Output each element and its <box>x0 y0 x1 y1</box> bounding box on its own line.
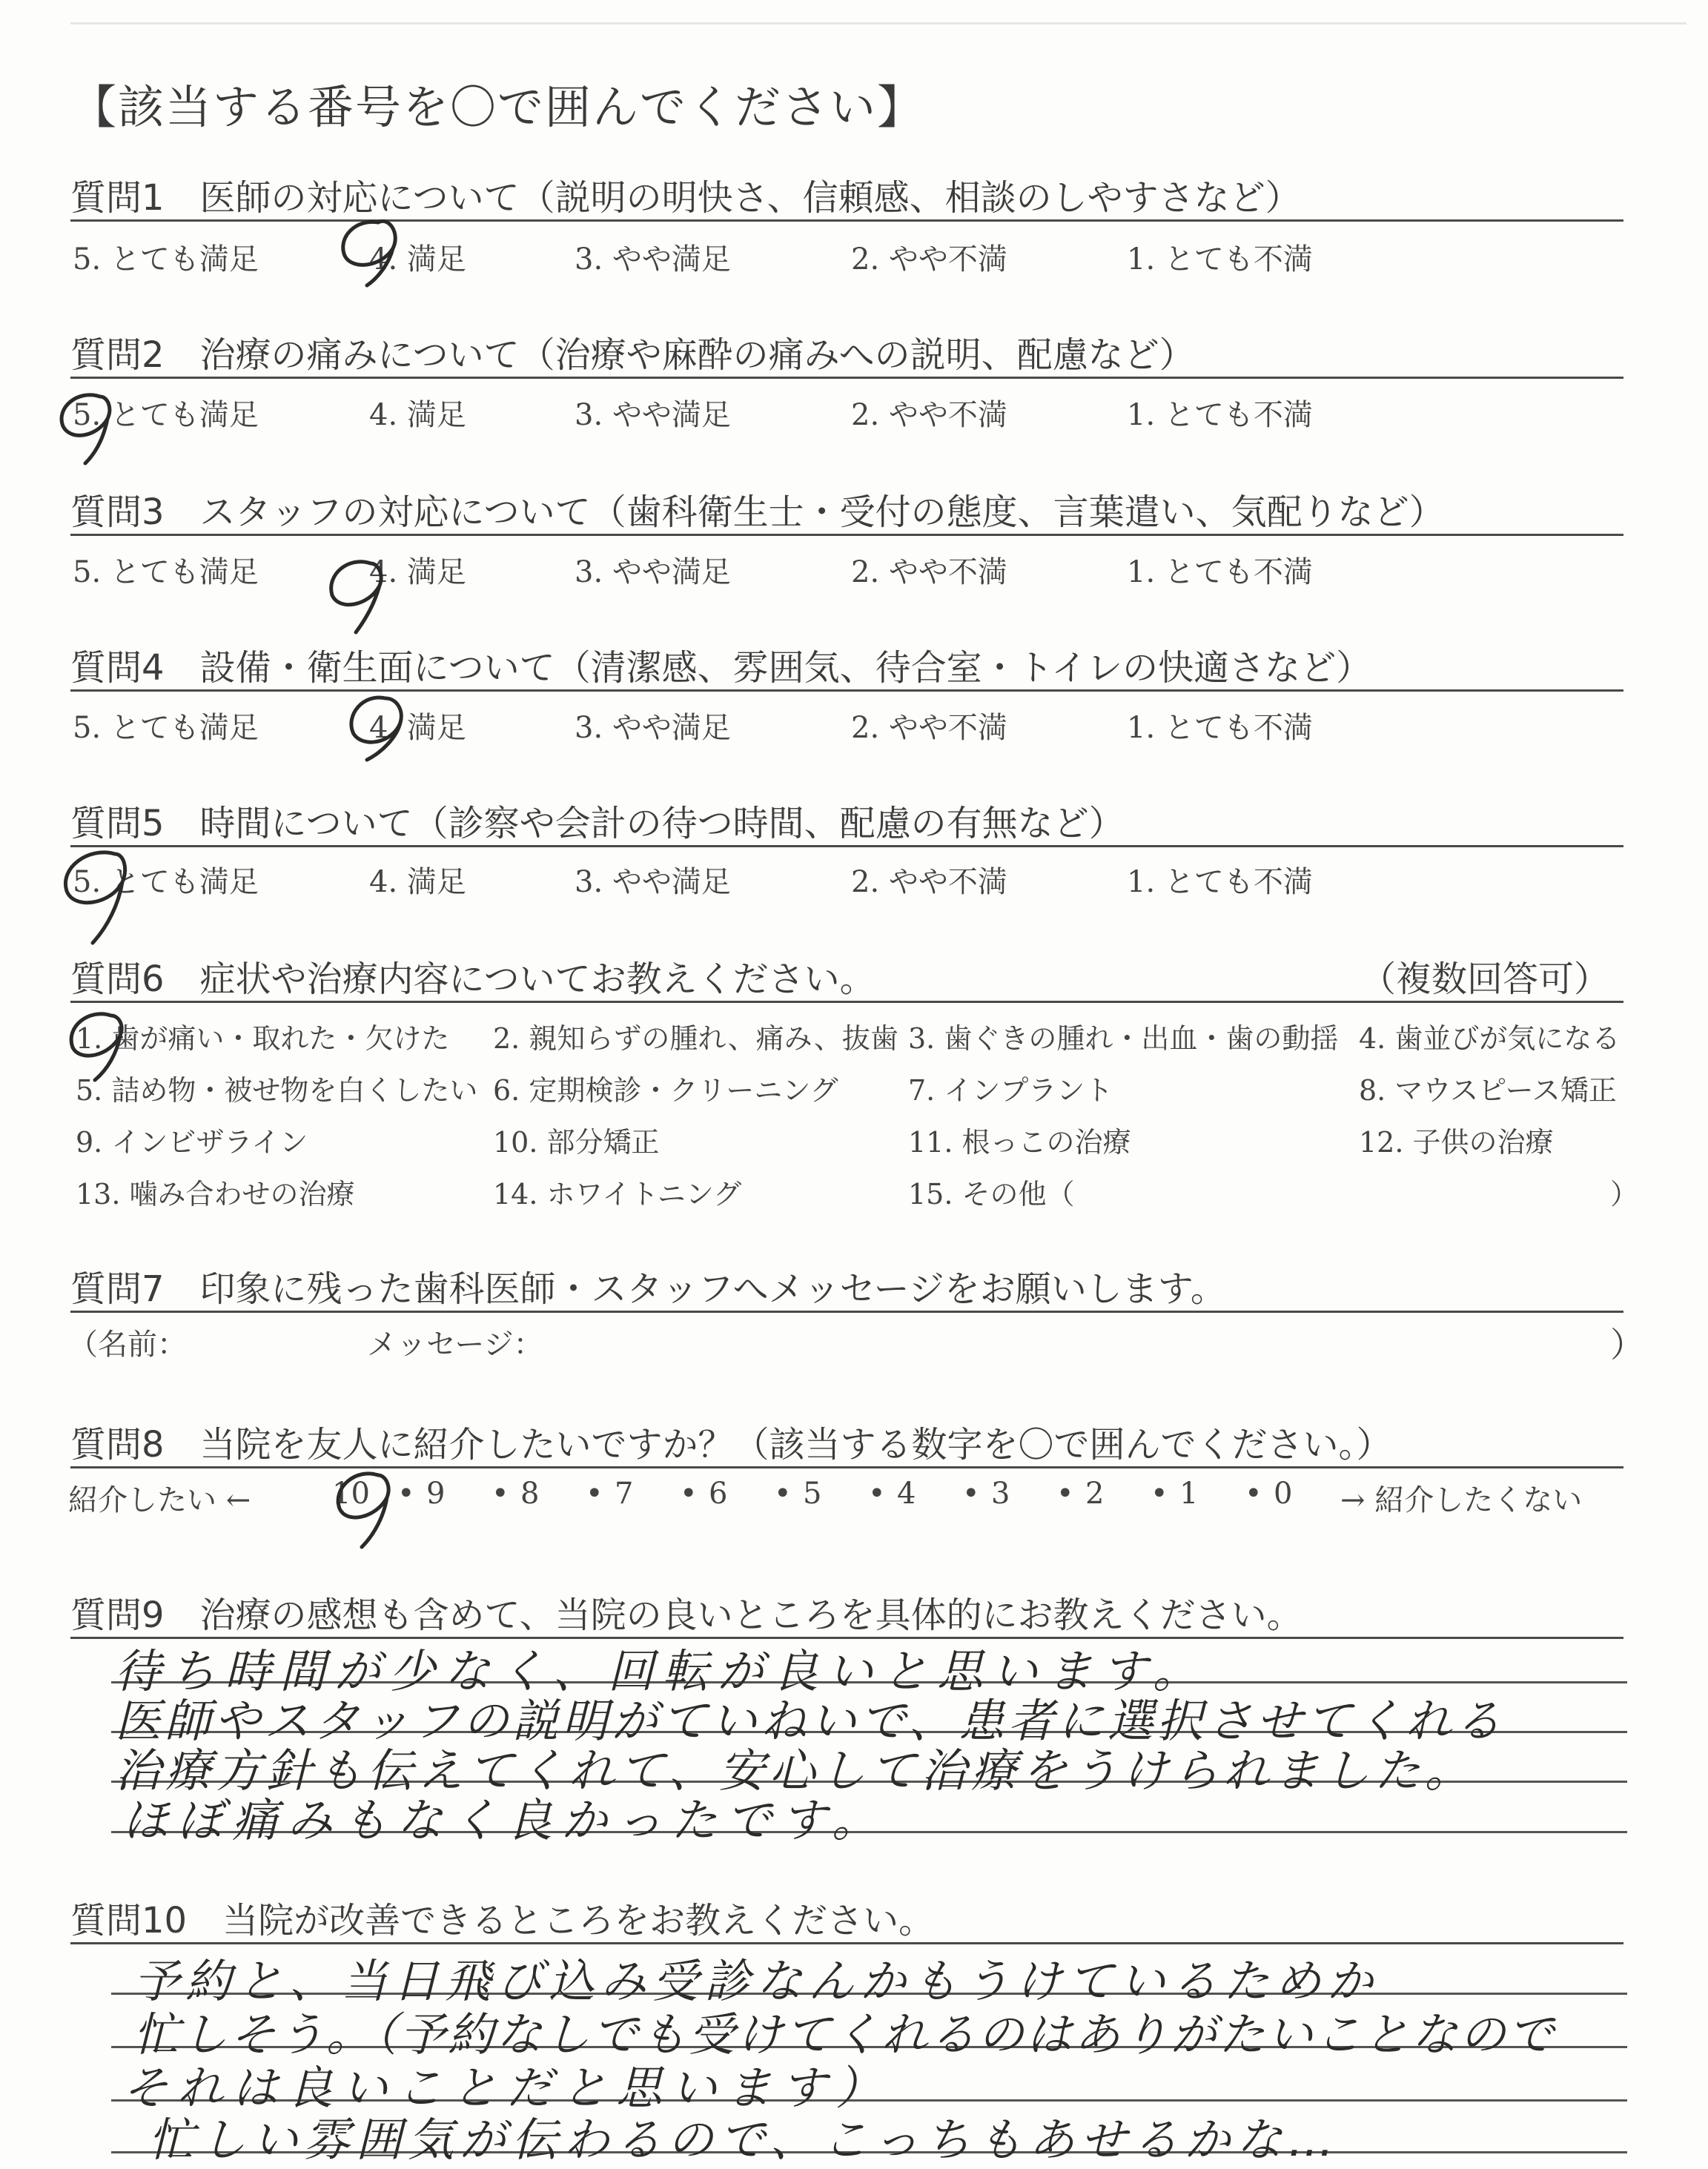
q8-scale-separator: • <box>1056 1477 1074 1511</box>
q8-scale-separator: • <box>491 1477 509 1511</box>
q9-answer-text-3: 治療方針も伝えてくれて、安心して治療をうけられました。 <box>115 1744 1475 1798</box>
q8-scale-4[interactable]: 4 <box>897 1477 916 1511</box>
q8-scale-2[interactable]: 2 <box>1085 1477 1105 1511</box>
q6-item-11[interactable]: 11. 根っこの治療 <box>908 1126 1131 1159</box>
q8-scale-3[interactable]: 3 <box>991 1477 1010 1511</box>
q8-scale-separator: • <box>1245 1477 1262 1511</box>
question-5-rule <box>70 845 1623 847</box>
q8-scale-6[interactable]: 6 <box>709 1477 728 1511</box>
q8-scale-separator: • <box>774 1477 792 1511</box>
q4-option-2[interactable]: 2. やや不満 <box>851 711 1007 745</box>
q6-item-14[interactable]: 14. ホワイトニング <box>493 1178 742 1211</box>
q6-item-8[interactable]: 8. マウスピース矯正 <box>1359 1074 1617 1107</box>
q5-option-2[interactable]: 2. やや不満 <box>851 865 1007 899</box>
q2-option-2[interactable]: 2. やや不満 <box>851 398 1007 432</box>
q6-circle-mark <box>52 1004 141 1086</box>
question-4-rule <box>70 689 1623 692</box>
q1-option-3[interactable]: 3. やや満足 <box>575 242 731 276</box>
q5-option-5[interactable]: 5. とても満足 <box>73 865 259 899</box>
q2-option-3[interactable]: 3. やや満足 <box>575 398 731 432</box>
q9-answer-text-4: ほぼ痛みもなく良かったです。 <box>122 1793 887 1847</box>
q7-message-label: メッセージ： <box>367 1328 543 1362</box>
q7-name-label: （名前： <box>68 1328 187 1362</box>
q10-answer-text-1: 予約と、当日飛び込み受診なんかもうけているためか <box>133 1954 1380 2008</box>
q6-item-9[interactable]: 9. インビザライン <box>76 1126 308 1159</box>
q1-circle-mark <box>326 208 415 289</box>
q6-item-2[interactable]: 2. 親知らずの腫れ、痛み、抜歯 <box>493 1022 898 1055</box>
question-3: 質問3 スタッフの対応について（歯科衛生士・受付の態度、言葉遣い、気配りなど） <box>70 491 1445 533</box>
q3-option-2[interactable]: 2. やや不満 <box>851 555 1007 589</box>
q8-scale-8[interactable]: 8 <box>520 1477 540 1511</box>
q8-scale-separator: • <box>397 1477 415 1511</box>
q8-scale-separator: • <box>962 1477 980 1511</box>
q6-item-12[interactable]: 12. 子供の治療 <box>1359 1126 1554 1159</box>
q9-answer-text-2: 医師やスタッフの説明がていねいで、患者に選択させてくれる <box>115 1694 1505 1748</box>
q7-close-paren: ） <box>1610 1325 1644 1365</box>
q5-option-1[interactable]: 1. とても不満 <box>1127 865 1313 899</box>
q4-option-5[interactable]: 5. とても満足 <box>73 711 259 745</box>
q8-scale-separator: • <box>586 1477 603 1511</box>
question-6-rule <box>70 1001 1623 1003</box>
question-2-rule <box>70 377 1623 379</box>
q5-option-3[interactable]: 3. やや満足 <box>575 865 731 899</box>
q8-scale-separator: • <box>680 1477 698 1511</box>
q6-item-7[interactable]: 7. インプラント <box>908 1074 1113 1107</box>
question-5: 質問5 時間について（診察や会計の待つ時間、配慮の有無など） <box>70 803 1125 844</box>
q6-item-6[interactable]: 6. 定期検診・クリーニング <box>493 1074 838 1107</box>
q8-scale-9[interactable]: 9 <box>426 1477 446 1511</box>
question-8-rule <box>70 1466 1623 1468</box>
q1-option-2[interactable]: 2. やや不満 <box>851 242 1007 276</box>
question-1: 質問1 医師の対応について（説明の明快さ、信頼感、相談のしやすさなど） <box>70 177 1301 219</box>
q10-answer-text-2: 忙しそう。（予約なしでも受けてくれるのはありがたいことなので <box>133 2007 1557 2062</box>
q6-item-1[interactable]: 1. 歯が痛い・取れた・欠けた <box>76 1022 450 1055</box>
question-9: 質問9 治療の感想も含めて、当院の良いところを具体的にお教えください。 <box>70 1595 1302 1636</box>
question-8: 質問8 当院を友人に紹介したいですか？（該当する数字を〇で囲んでください。） <box>70 1424 1392 1466</box>
question-7-rule <box>70 1311 1623 1313</box>
q1-option-1[interactable]: 1. とても不満 <box>1127 242 1313 276</box>
q10-answer-text-3: それは良いことだと思います） <box>122 2061 891 2115</box>
q9-answer-text-1: 待ち時間が少なく、回転が良いと思います。 <box>115 1644 1208 1698</box>
q8-scale-separator: • <box>868 1477 886 1511</box>
q8-scale-1[interactable]: 1 <box>1179 1477 1199 1511</box>
q1-option-4[interactable]: 4. 満足 <box>369 242 466 276</box>
q3-option-4[interactable]: 4. 満足 <box>369 555 466 589</box>
q3-option-1[interactable]: 1. とても不満 <box>1127 555 1313 589</box>
q2-option-5[interactable]: 5. とても満足 <box>73 398 259 432</box>
question-4: 質問4 設備・衛生面について（清潔感、雰囲気、待合室・トイレの快適さなど） <box>70 647 1372 689</box>
q4-circle-mark <box>337 689 419 764</box>
top-border <box>70 22 1687 24</box>
q6-item-3[interactable]: 3. 歯ぐきの腫れ・出血・歯の動揺 <box>908 1022 1339 1055</box>
q3-option-5[interactable]: 5. とても満足 <box>73 555 259 589</box>
question-7: 質問7 印象に残った歯科医師・スタッフへメッセージをお願いします。 <box>70 1268 1226 1310</box>
q3-circle-mark <box>311 552 400 638</box>
question-10: 質問10 当院が改善できるところをお教えください。 <box>70 1900 935 1941</box>
q2-option-1[interactable]: 1. とても不満 <box>1127 398 1313 432</box>
q8-scale-separator: • <box>1151 1477 1168 1511</box>
question-2: 質問2 治療の痛みについて（治療や麻酔の痛みへの説明、配慮など） <box>70 334 1195 376</box>
q8-left-label: 紹介したい ← <box>68 1483 251 1517</box>
q5-option-4[interactable]: 4. 満足 <box>369 865 466 899</box>
page-title: 【該当する番号を〇で囲んでください】 <box>70 80 925 134</box>
q6-item-10[interactable]: 10. 部分矯正 <box>493 1126 660 1159</box>
q6-multiple-note: （複数回答可） <box>1360 958 1610 1000</box>
q8-scale-5[interactable]: 5 <box>803 1477 822 1511</box>
q6-item-15[interactable]: 15. その他（ <box>908 1178 1075 1211</box>
q5-circle-mark <box>48 845 145 949</box>
question-1-rule <box>70 219 1623 222</box>
question-3-rule <box>70 534 1623 536</box>
q8-scale-10[interactable]: 10 <box>332 1477 370 1511</box>
q2-option-4[interactable]: 4. 満足 <box>369 398 466 432</box>
question-6: 質問6 症状や治療内容についてお教えください。 <box>70 958 875 1000</box>
q6-item-5[interactable]: 5. 詰め物・被せ物を白くしたい <box>76 1074 478 1107</box>
q10-answer-text-4: 忙しい雰囲気が伝わるので、こっちもあせるかな… <box>148 2113 1340 2167</box>
q4-option-3[interactable]: 3. やや満足 <box>575 711 731 745</box>
q8-circle-mark <box>319 1464 408 1553</box>
q8-scale-7[interactable]: 7 <box>615 1477 634 1511</box>
q6-item-13[interactable]: 13. 噛み合わせの治療 <box>76 1178 355 1211</box>
q2-circle-mark <box>44 385 126 467</box>
q8-scale-0[interactable]: 0 <box>1274 1477 1293 1511</box>
q4-option-1[interactable]: 1. とても不満 <box>1127 711 1313 745</box>
q1-option-5[interactable]: 5. とても満足 <box>73 242 259 276</box>
q8-right-label: → 紹介したくない <box>1340 1483 1583 1517</box>
q4-option-4[interactable]: 4. 満足 <box>369 711 466 745</box>
q6-other-close: ） <box>1610 1178 1639 1211</box>
q3-option-3[interactable]: 3. やや満足 <box>575 555 731 589</box>
q6-item-4[interactable]: 4. 歯並びが気になる <box>1359 1022 1621 1055</box>
